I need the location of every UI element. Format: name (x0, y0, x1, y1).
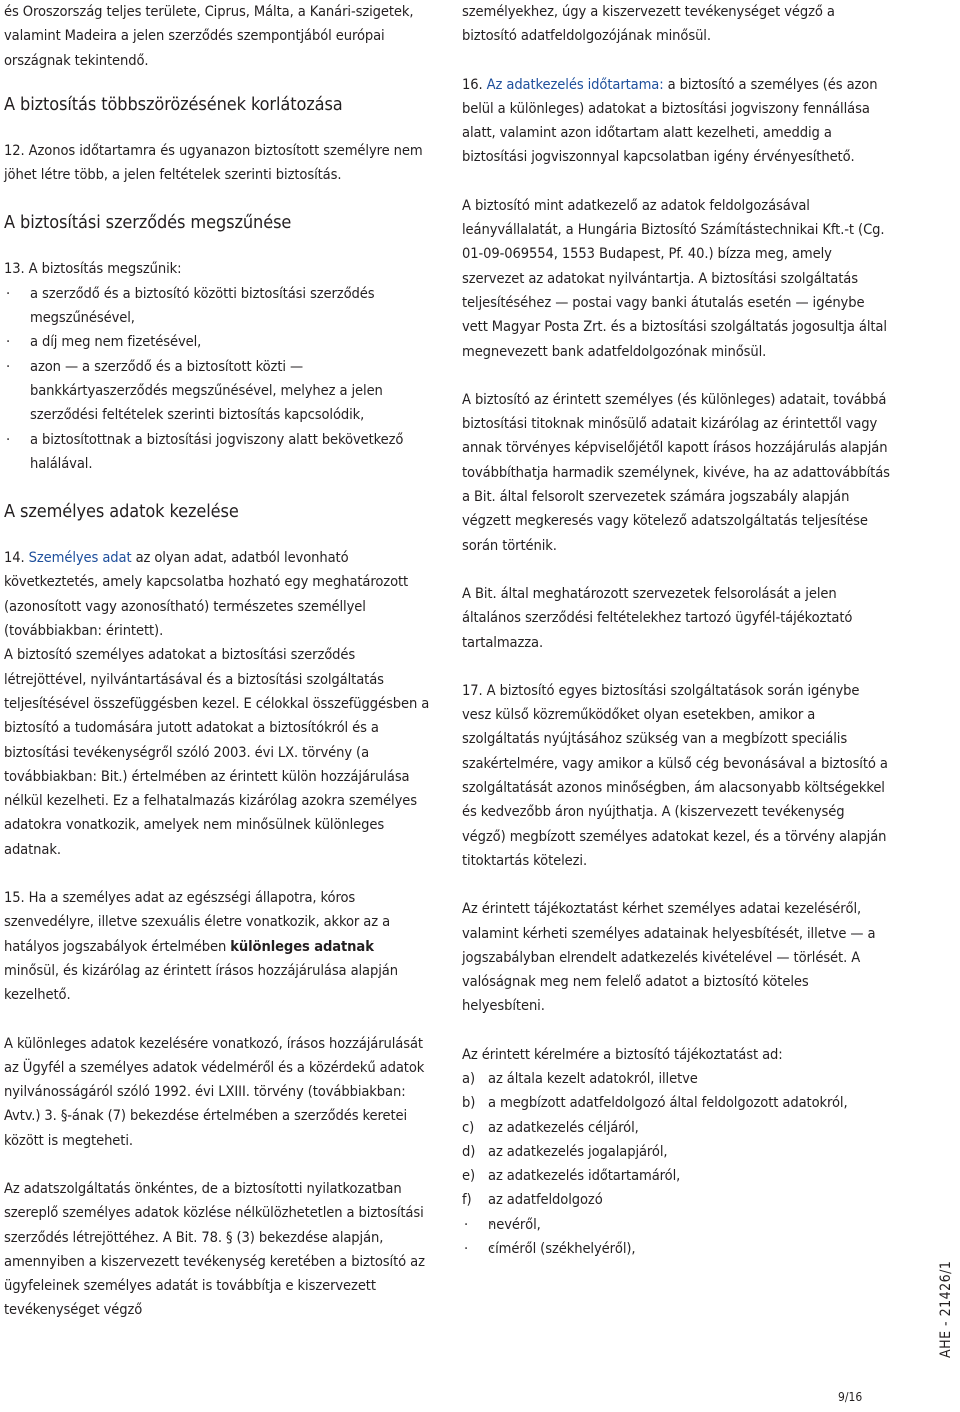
paragraph-15-c: Az adatszolgáltatás önkéntes, de a biztosítotti nyilatkozatban szereplő személyes adatok közlése nélkülözhetetlen a biztosítási szerződés létrejöttéhez. A Bit. 78. § (3) bekezdése alapján, amennyiben a kiszervezett tevékenység keretében a biztosító az ügyfeleinek személyes adatát is továbbítja e kiszervezett tevékenységet végző (4, 1179, 425, 1319)
heading-termination: A biztosítási szerződés megszűnése (4, 212, 292, 234)
list-item: · a szerződő és a biztosító közötti biztosítási szerződés megszűnésével, (4, 282, 430, 331)
paragraph-17-b: Az érintett tájékoztatást kérhet személyes adatai kezeléséről, valamint kérheti személyes adatainak helyesbítését, illetve — a jogszabályban elrendelt adatkezelés kivételével — törlését. A valóságnak meg nem felelő adatot a biztosító köteles helyesbíteni. (462, 900, 876, 1015)
paragraph-16-c: A biztosító az érintett személyes (és különleges) adatait, továbbá biztosítási titoknak minősülő adatait kizárólag az érintettől vagy annak törvényes képviselőjétől kapott írásos hozzájárulás alapján továbbíthatja harmadik személynek, kivéve, ha az adattovábbítás a Bit. által felsorolt szervezetek számára jogszabály alapján végzett megkeresés vagy kötelező adatszolgáltatás teljesítése során történik. (462, 390, 890, 554)
list-text: az általa kezelt adatokról, illetve (488, 1069, 698, 1087)
sublist-container (462, 1213, 892, 1237)
paragraph-15 (4, 886, 430, 1007)
sublist-item: · · nevéről, (488, 1213, 892, 1237)
list-text: a megbízott adatfeldolgozó által feldolgozott adatokról, (488, 1094, 848, 1112)
paragraph-17: 17. A biztosító egyes biztosítási szolgáltatások során igénybe vesz külső közreműködőket olyan esetekben, amikor a szolgáltatás nyújtásához szükség van a megbízott speciális szakértelmére, vagy amikor a külső cég bevonásával a biztosító a szolgáltatását azonos minőségben, ám alacsonyabb költségekkel és kedvezőbb áron nyújthatja. A (kiszervezett tevékenység végző) megbízott személyes adatokat kezel, és a törvény alapján titoktartás kötelezi. (462, 681, 888, 869)
sublist-container (462, 1237, 892, 1261)
term-retention-period: Az adatkezelés időtartama: (486, 75, 664, 93)
term-personal-data: Személyes adat (28, 549, 132, 567)
paragraph-14 (4, 546, 430, 643)
right-column (462, 0, 892, 1261)
paragraph-16-b: A biztosító mint adatkezelő az adatok feldolgozásával leányvállalatát, a Hungária Biztosító Számítástechnikai Kft.-t (Cg. 01-09-069554, 1553 Budapest, Pf. 40.) bízza meg, amely szervezet az adatokat nyilvántartja. A biztosítási szolgáltatás teljesítéséhez — postai vagy banki átutalás esetén — igénybe vett Magyar Posta Zrt. és a biztosítási szolgáltatás jogosultja által megnevezett bank adatfeldolgozónak minősül. (462, 196, 887, 360)
list-item: · a díj meg nem fizetésével, (4, 330, 430, 354)
list-letter: a) (462, 1069, 475, 1087)
paragraph-15-text: 15. Ha a személyes adat az egészségi állapotra, kóros szenvedélyre, illetve szexuális életre vonatkozik, akkor az a hatályos jogszabályok értelmében (4, 889, 391, 955)
list-item (462, 1116, 892, 1140)
list-text: az adatfeldolgozó (488, 1191, 603, 1209)
paragraph-number: 14. (4, 549, 29, 567)
list-item (462, 1091, 892, 1115)
paragraph-14-text: az olyan adat, adatból levonható következtetés, amely kapcsolatba hozható egy meghatározott (azonosított vagy azonosítható) természetes személlyel (továbbiakban: érintett). (4, 549, 409, 640)
heading-multiple-insurance: A biztosítás többszörözésének korlátozása (4, 93, 343, 115)
paragraph-number: 16. (462, 75, 487, 93)
list-item (462, 1140, 892, 1164)
paragraph-15-text-end: minősül, és kizárólag az érintett írásos hozzájárulása alapján kezelhető. (4, 961, 398, 1004)
list-text: az adatkezelés jogalapjáról, (488, 1142, 668, 1160)
list-item: · a biztosítottnak a biztosítási jogviszony alatt bekövetkező halálával. (4, 428, 430, 477)
paragraph-16 (462, 73, 892, 170)
heading-personal-data: A személyes adatok kezelése (4, 501, 239, 523)
page-number: 9/16 (838, 1390, 863, 1404)
paragraph-17-c: Az érintett kérelmére a biztosító tájékoztatást ad: (462, 1045, 783, 1063)
paragraph-16-d: A Bit. által meghatározott szervezetek felsorolását a jelen általános szerződési feltételekhez tartozó ügyfél-tájékoztató tartalmazza. (462, 584, 853, 651)
paragraph-12: 12. Azonos időtartamra és ugyanazon biztosított személyre nem jöhet létre több, a jelen feltételek szerinti biztosítás. (4, 141, 423, 184)
term-special-data: különleges adatnak (230, 937, 374, 955)
list-letter: b) (462, 1094, 476, 1112)
paragraph-15-b: A különleges adatok kezelésére vonatkozó, írásos hozzájárulását az Ügyfél a személyes adatok védelméről és a közérdekű adatok nyilvánosságáról szóló 1992. évi LXIII. törvény (továbbiakban: Avtv.) 3. §-ának (7) bekezdése értelmében a szerződés keretei között is megteheti. (4, 1034, 425, 1149)
continuation-paragraph: személyekhez, úgy a kiszervezett tevékenységet végző a biztosító adatfeldolgozójának minősül. (462, 3, 835, 45)
left-column (4, 0, 430, 1323)
list-item (462, 1067, 892, 1091)
paragraph-13-intro: 13. A biztosítás megszűnik: (4, 260, 182, 278)
side-document-code (926, 1250, 960, 1370)
list-text: az adatkezelés céljáról, (488, 1118, 639, 1136)
paragraph-14-b: A biztosító személyes adatokat a biztosítási szerződés létrejöttével, nyilvántartásával és a biztosítási szolgáltatás teljesítésével összefüggésben kezel. E célokkal összefüggésben a biztosító a tudomására jutott adatokat a biztosítókról és a biztosítási tevékenységről szóló 2003. évi LX. törvény (a továbbiakban: Bit.) értelmében az érintett külön hozzájárulása nélkül kezelheti. Ez a felhatalmazás kizárólag azokra személyes adatokra vonatkozik, amelyek nem minősülnek különleges adatnak. (4, 646, 430, 858)
sublist-text: címéről (székhelyéről), (488, 1240, 636, 1258)
list-letter: c) (462, 1118, 475, 1136)
sublist-text: nevéről, (488, 1215, 541, 1233)
sublist-item: · · címéről (székhelyéről), (488, 1237, 892, 1261)
list-letter: d) (462, 1142, 476, 1160)
intro-paragraph: és Oroszország teljes területe, Ciprus, Málta, a Kanári-szigetek, valamint Madeira a jelen szerződés szempontjából európai országnak tekintendő. (4, 3, 414, 69)
list-item (462, 1164, 892, 1188)
list-letter: f) (462, 1191, 472, 1209)
paragraph-16-text: a biztosító a személyes (és azon belül a különleges) adatokat a biztosítási jogviszony fennállása alatt, valamint azon időtartam alatt kezelheti, ameddig a biztosítási jogviszonnyal kapcsolatban igény érvényesíthető. (462, 75, 878, 166)
list-letter: e) (462, 1167, 476, 1185)
document-code: AHE - 21426/1 (938, 1260, 954, 1358)
list-item: · azon — a szerződő és a biztosított közti — bankkártyaszerződés megszűnésével, melyhez a jelen szerződési feltételek szerinti biztosítás kapcsolódik, (4, 355, 430, 428)
list-text: az adatkezelés időtartamáról, (488, 1167, 681, 1185)
list-item (462, 1188, 892, 1212)
